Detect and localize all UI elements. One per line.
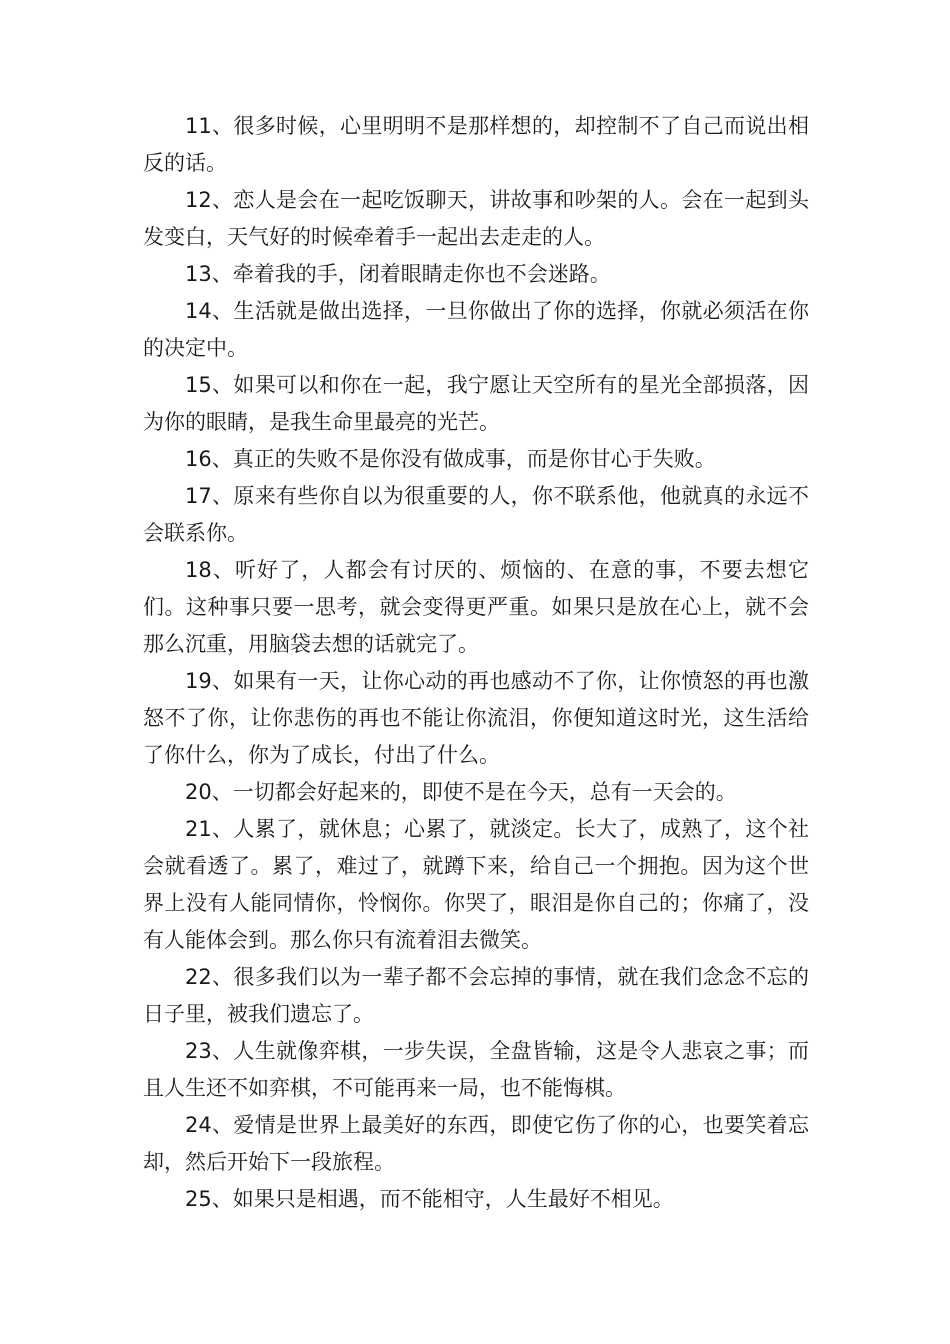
paragraph-22: 22、很多我们以为一辈子都不会忘掉的事情，就在我们念念不忘的日子里，被我们遗忘了。 (143, 965, 809, 1026)
paragraph-13: 13、牵着我的手，闭着眼睛走你也不会迷路。 (185, 262, 611, 286)
paragraph-19: 19、如果有一天，让你心动的再也感动不了你，让你愤怒的再也激怒不了你，让你悲伤的再也不能让你流泪，你便知道这时光，这生活给了你什么，你为了成长，付出了什么。 (143, 669, 809, 767)
paragraph-12: 12、恋人是会在一起吃饭聊天，讲故事和吵架的人。会在一起到头发变白，天气好的时候牵着手一起出去走走的人。 (143, 188, 809, 249)
document-body (143, 108, 809, 1218)
paragraph-25: 25、如果只是相遇，而不能相守，人生最好不相见。 (185, 1187, 674, 1211)
paragraph-23: 23、人生就像弈棋，一步失误，全盘皆输，这是令人悲哀之事；而且人生还不如弈棋，不可能再来一局，也不能悔棋。 (143, 1039, 809, 1100)
paragraph-17: 17、原来有些你自以为很重要的人，你不联系他，他就真的永远不会联系你。 (143, 484, 809, 545)
paragraph-11: 11、很多时候，心里明明不是那样想的，却控制不了自己而说出相反的话。 (143, 114, 809, 175)
paragraph-21: 21、人累了，就休息；心累了，就淡定。长大了，成熟了，这个社会就看透了。累了，难过了，就蹲下来，给自己一个拥抱。因为这个世界上没有人能同情你，怜悯你。你哭了，眼泪是你自己的；你痛了，没有人能体会到。那么你只有流着泪去微笑。 (143, 817, 809, 952)
paragraph-16: 16、真正的失败不是你没有做成事，而是你甘心于失败。 (185, 447, 716, 471)
paragraph-15: 15、如果可以和你在一起，我宁愿让天空所有的星光全部损落，因为你的眼睛，是我生命里最亮的光芒。 (143, 373, 809, 434)
paragraph-24: 24、爱情是世界上最美好的东西，即使它伤了你的心，也要笑着忘却，然后开始下一段旅程。 (143, 1113, 809, 1174)
paragraph-20: 20、一切都会好起来的，即使不是在今天，总有一天会的。 (185, 780, 737, 804)
paragraph-14: 14、生活就是做出选择，一旦你做出了你的选择，你就必须活在你的决定中。 (143, 299, 809, 360)
paragraph-18: 18、听好了，人都会有讨厌的、烦恼的、在意的事，不要去想它们。这种事只要一思考，就会变得更严重。如果只是放在心上，就不会那么沉重，用脑袋去想的话就完了。 (143, 558, 809, 656)
